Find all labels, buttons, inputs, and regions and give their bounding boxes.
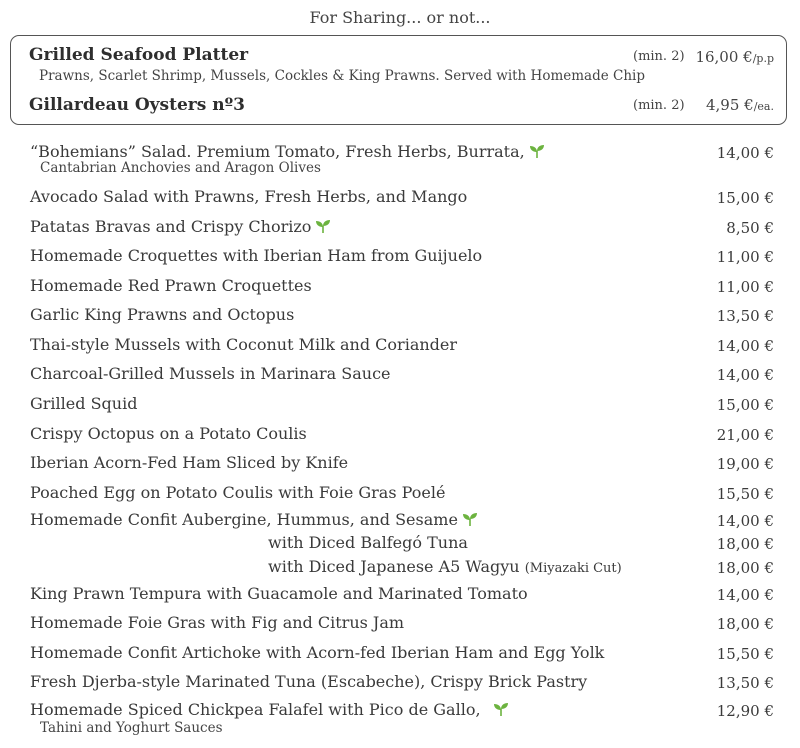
menu-item-name: Grilled Squid [30,394,138,413]
menu-item-price: 18,00 € [716,559,774,577]
menu-item-price: 8,50 € [726,219,774,237]
menu-item-name: King Prawn Tempura with Guacamole and Marinated Tomato [30,584,528,603]
sharing-box [10,35,787,125]
menu-item-name: Thai-style Mussels with Coconut Milk and Coriander [30,335,458,354]
item-price [695,48,774,66]
item-name: Grilled Seafood Platter [29,45,249,65]
item-name: Gillardeau Oysters nº3 [29,95,245,115]
menu-item-price: 13,50 € [716,674,774,692]
menu-item-price: 12,90 € [716,702,774,720]
menu-item-name: Fresh Djerba-style Marinated Tuna (Escabeche), Crispy Brick Pastry [30,672,588,691]
menu-item-price: 19,00 € [716,455,774,473]
menu-item-name: Iberian Acorn-Fed Ham Sliced by Knife [30,453,349,472]
menu-item-price: 15,00 € [716,189,774,207]
item-text: Homemade Confit Aubergine, Hummus, and Sesame [30,510,458,529]
menu-item-price: 14,00 € [716,586,774,604]
menu-item-name: Garlic King Prawns and Octopus [30,305,295,324]
price-value: 4,95 € [706,96,754,114]
section-heading: For Sharing... or not... [309,8,491,27]
item-min-note: (min. 2) [633,98,685,113]
price-unit: /p.p [752,52,774,65]
menu-item-price: 11,00 € [716,278,774,296]
sprout-icon [529,144,545,158]
menu-item-price: 15,50 € [716,485,774,503]
item-description: Prawns, Scarlet Shrimp, Mussels, Cockles & King Prawns. Served with Homemade Chip [39,68,645,84]
menu-item-price: 14,00 € [716,144,774,162]
item-text: Patatas Bravas and Crispy Chorizo [30,217,312,236]
menu-item-subtext: Cantabrian Anchovies and Aragon Olives [40,160,321,176]
menu-item-price: 18,00 € [716,535,774,553]
price-unit: /ea. [753,100,774,113]
menu-item-variant: with Diced Balfegó Tuna [268,533,468,552]
menu-item-variant [268,557,622,576]
menu-item-name: Homemade Red Prawn Croquettes [30,276,312,295]
menu-item-name: Avocado Salad with Prawns, Fresh Herbs, and Mango [30,187,468,206]
item-text: “Bohemians” Salad. Premium Tomato, Fresh Herbs, Burrata, [30,142,525,161]
menu-item-name: Crispy Octopus on a Potato Coulis [30,424,307,443]
menu-item-price: 15,00 € [716,396,774,414]
item-min-note: (min. 2) [633,49,685,64]
item-cut-note: (Miyazaki Cut) [524,561,622,576]
menu-item-name: Homemade Foie Gras with Fig and Citrus Jam [30,613,405,632]
menu-item-price: 13,50 € [716,307,774,325]
price-value: 16,00 € [695,48,753,66]
menu-item-name [30,142,545,161]
menu-item-name: Homemade Confit Artichoke with Acorn-fed Iberian Ham and Egg Yolk [30,643,605,662]
item-text: with Diced Japanese A5 Wagyu [268,557,520,576]
menu-item-name: Charcoal-Grilled Mussels in Marinara Sauce [30,364,391,383]
menu-item-name: Homemade Croquettes with Iberian Ham from Guijuelo [30,246,483,265]
menu-item-name [30,510,478,529]
menu-item-price: 18,00 € [716,615,774,633]
item-text: Homemade Spiced Chickpea Falafel with Pico de Gallo, [30,700,481,719]
menu-item-price: 14,00 € [716,337,774,355]
sprout-icon [315,219,331,233]
sprout-icon [493,702,509,716]
menu-item-name [30,217,331,236]
menu-item-name [30,700,509,719]
menu-item-price: 14,00 € [716,366,774,384]
menu-item-price: 21,00 € [716,426,774,444]
menu-item-name: Poached Egg on Potato Coulis with Foie Gras Poelé [30,483,446,502]
menu-item-subtext: Tahini and Yoghurt Sauces [40,720,223,736]
menu-item-price: 15,50 € [716,645,774,663]
item-price [706,96,774,114]
sprout-icon [462,512,478,526]
menu-item-price: 14,00 € [716,512,774,530]
menu-item-price: 11,00 € [716,248,774,266]
